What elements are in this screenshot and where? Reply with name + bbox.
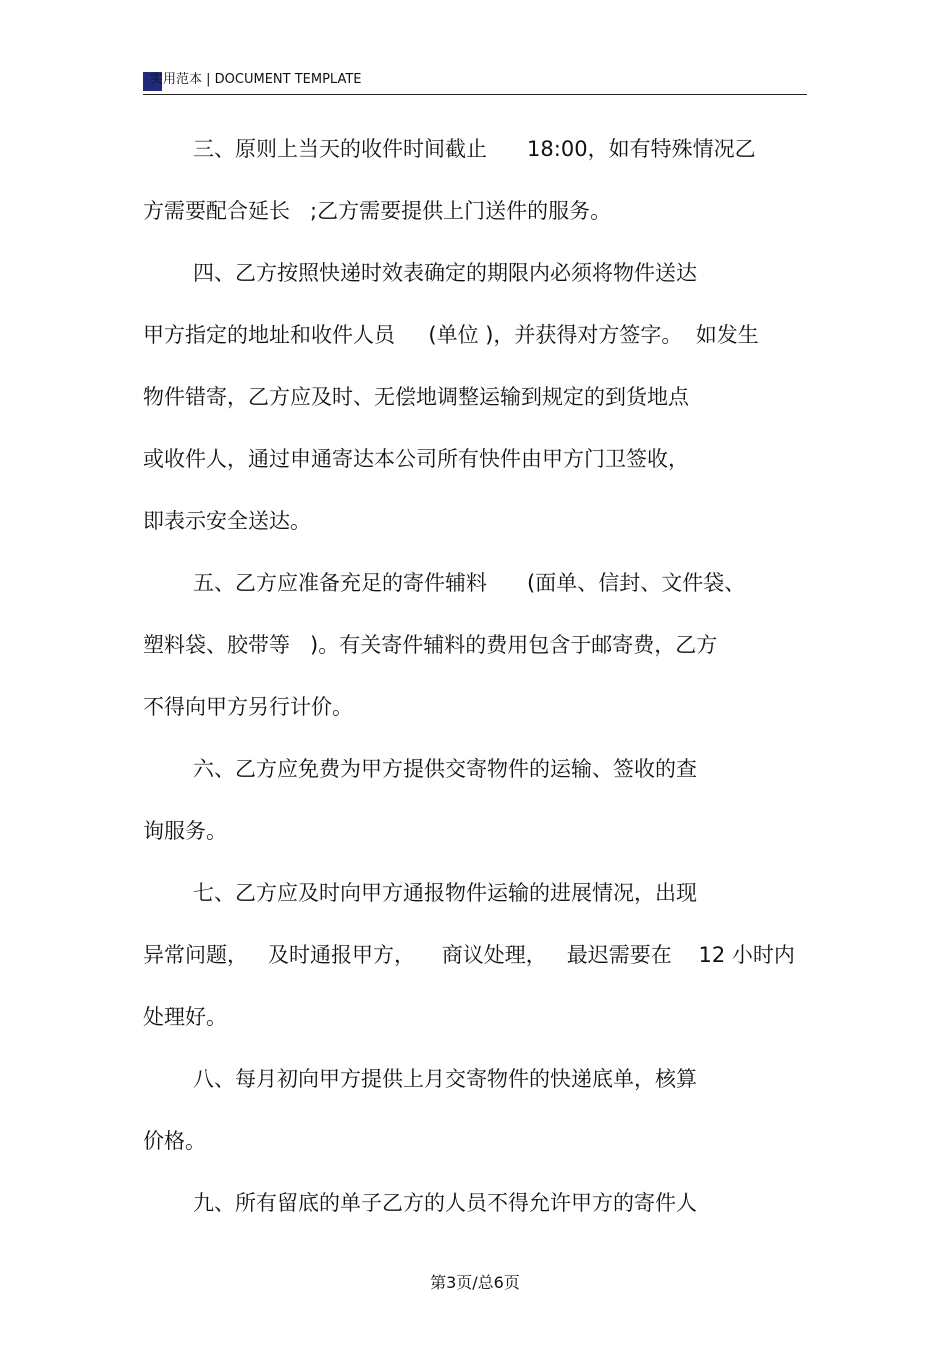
paragraph-line: 处理好。 [143,1005,227,1029]
paragraph-line: 五、乙方应准备充足的寄件辅料 (面单、信封、文件袋、 [193,571,746,595]
paragraph-line: 甲方指定的地址和收件人员 (单位 )，并获得对方签字。 如发生 [143,323,759,347]
paragraph-line: 九、所有留底的单子乙方的人员不得允许甲方的寄件人 [193,1191,697,1215]
paragraph-line: 异常问题， 及时通报甲方， 商议处理， 最迟需要在 12 小时内 [143,943,795,967]
paragraph-line: 六、乙方应免费为甲方提供交寄物件的运输、签收的查 [193,757,697,781]
paragraph-line: 价格。 [143,1129,206,1153]
paragraph-line: 即表示安全送达。 [143,509,311,533]
paragraph-line: 塑料袋、胶带等 )。有关寄件辅料的费用包含于邮寄费，乙方 [143,633,718,657]
paragraph-line: 或收件人，通过申通寄达本公司所有快件由甲方门卫签收， [143,447,689,471]
paragraph-line: 三、原则上当天的收件时间截止 18:00，如有特殊情况乙 [193,137,756,161]
paragraph-line: 不得向甲方另行计价。 [143,695,353,719]
paragraph-line: 四、乙方按照快递时效表确定的期限内必须将物件送达 [193,261,697,285]
page-indicator: 第3页/总6页 [430,1273,520,1292]
paragraph-line: 八、每月初向甲方提供上月交寄物件的快递底单，核算 [193,1067,697,1091]
paragraph-line: 方需要配合延长 ;乙方需要提供上门送件的服务。 [143,199,612,223]
paragraph-line: 询服务。 [143,819,227,843]
header-title: 实用范本 | DOCUMENT TEMPLATE [150,72,362,87]
paragraph-line: 物件错寄，乙方应及时、无偿地调整运输到规定的到货地点 [143,385,689,409]
paragraph-line: 七、乙方应及时向甲方通报物件运输的进展情况，出现 [193,881,697,905]
